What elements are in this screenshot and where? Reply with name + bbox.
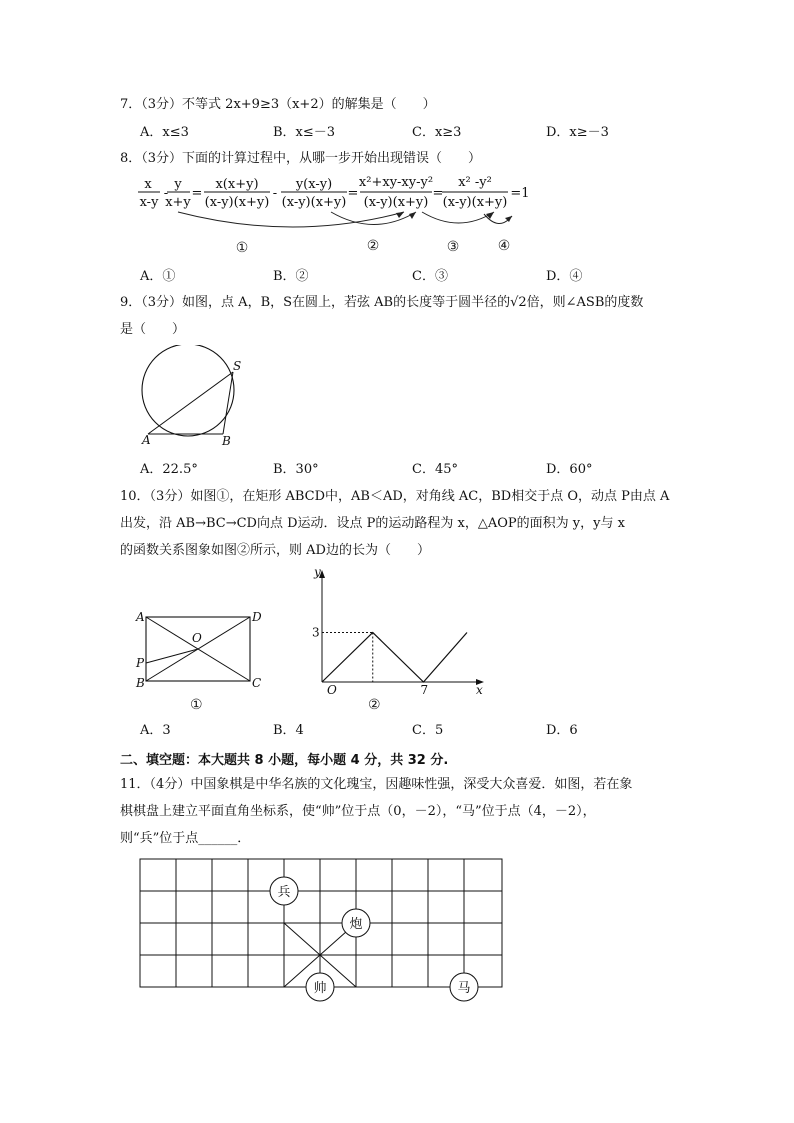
f-t3d: (x-y)(x+y) [204,195,270,210]
q9-line2: 是（ ） [120,322,186,337]
q10-option-d: D．6 [546,723,578,738]
fig2-caption: ② [368,697,381,713]
q8-option-a: A．① [140,269,176,284]
step-3-label: ③ [446,239,460,255]
piece-bing [270,877,298,905]
q9-option-a: A．22.5° [140,462,198,477]
q8-option-b: B．② [273,269,309,284]
f-t6d: (x-y)(x+y) [442,195,508,210]
label-c: C [252,676,262,690]
label-o: O [192,631,202,645]
f-t1n: x [144,177,152,192]
q11-line2: 棋棋盘上建立平面直角坐标系，使“帅”位于点（0，－2），“马”位于点（4，－2）， [120,804,596,819]
f-t5d: (x-y)(x+y) [363,195,429,210]
q10-line1: 10．（3分）如图①，在矩形 ABCD中，AB＜AD，对角线 AC，BD相交于点 O，动点 P由点 A [120,489,670,504]
label-b: B [136,676,145,690]
arrow-3 [422,212,494,223]
y-tick-3: 3 [312,625,320,640]
svg-text:=: = [432,186,444,201]
f-t4d: (x-y)(x+y) [281,195,347,210]
q7-option-b: B．x≤－3 [273,125,336,140]
q9-option-d: D．60° [546,462,593,477]
piece-pao-label: 炮 [349,917,363,932]
q8-option-d: D．④ [546,269,583,284]
step-2-label: ② [366,238,380,254]
piece-bing-label: 兵 [277,885,291,900]
q7-option-a: A．x≤3 [140,125,189,140]
piece-ma [450,973,478,1001]
q8-text: 8．（3分）下面的计算过程中，从哪一步开始出现错误（ ） [120,151,482,166]
chess-board-figure [136,855,508,1005]
graph-line [322,633,467,683]
label-s: S [233,359,242,373]
piece-shuai-label: 帅 [313,981,327,996]
arrow-2 [331,212,416,225]
piece-shuai [306,973,334,1001]
circle [142,345,234,436]
chord-bs [223,372,233,434]
q11-line3: 则“兵”位于点______． [120,831,251,846]
q10-line2: 出发，沿 AB→BC→CD向点 D运动．设点 P的运动路程为 x，△AOP的面积为 y，y与 x [120,516,625,531]
f-t4n: y(x-y) [295,177,333,192]
q7-option-d: D．x≥－3 [546,125,609,140]
fig1-caption: ① [190,697,203,713]
label-a: A [142,433,151,447]
q10-option-c: C．5 [412,723,444,738]
f-t2n: y [174,177,182,192]
svg-text:-: - [163,186,169,201]
q10-graph-figure [300,562,500,717]
f-t2d: x+y [165,195,191,210]
q7-option-c: C．x≥3 [412,125,462,140]
q10-option-a: A．3 [140,723,171,738]
axis-label-x: x [476,683,483,697]
q9-line1: 9．（3分）如图，点 A，B，S在圆上，若弦 AB的长度等于圆半径的√2倍，则∠ASB的度数 [120,295,644,310]
f-result: =1 [510,186,530,201]
piece-ma-label: 马 [457,981,471,996]
q11-line1: 11．（4分）中国象棋是中华名族的文化瑰宝，因趣味性强，深受大众喜爱．如图，若在象 [120,777,633,792]
f-t1d: x-y [139,195,159,210]
label-p: P [136,656,145,670]
svg-text:=: = [347,186,359,201]
q7-text: 7．（3分）不等式 2x+9≥3（x+2）的解集是（ ） [120,97,436,112]
q9-option-c: C．45° [412,462,458,477]
q10-option-b: B．4 [273,723,304,738]
section-2-heading: 二、填空题：本大题共 8 小题，每小题 4 分，共 32 分. [120,753,449,768]
f-t6n: x² -y² [458,175,492,190]
step-4-label: ④ [497,238,511,254]
chord-as [148,372,233,434]
q8-option-c: C．③ [412,269,448,284]
q10-line3: 的函数关系图象如图②所示，则 AD边的长为（ ） [120,543,430,558]
svg-text:=: = [191,186,203,201]
piece-pao [342,909,370,937]
q9-option-b: B．30° [273,462,319,477]
svg-text:-: - [272,186,278,201]
label-b: B [222,434,231,448]
f-t5n: x²+xy-xy-y² [358,175,434,190]
q8-formula-figure [134,172,534,262]
label-a: A [136,610,145,624]
segment-po [146,649,198,663]
label-d: D [252,610,262,624]
x-tick-7: 7 [420,683,429,697]
origin-label: O [327,683,337,697]
f-t3n: x(x+y) [215,177,259,192]
q10-rectangle-figure [134,605,274,715]
axis-label-y: y [314,565,321,579]
q9-circle-figure [134,345,254,450]
step-1-label: ① [235,240,249,256]
